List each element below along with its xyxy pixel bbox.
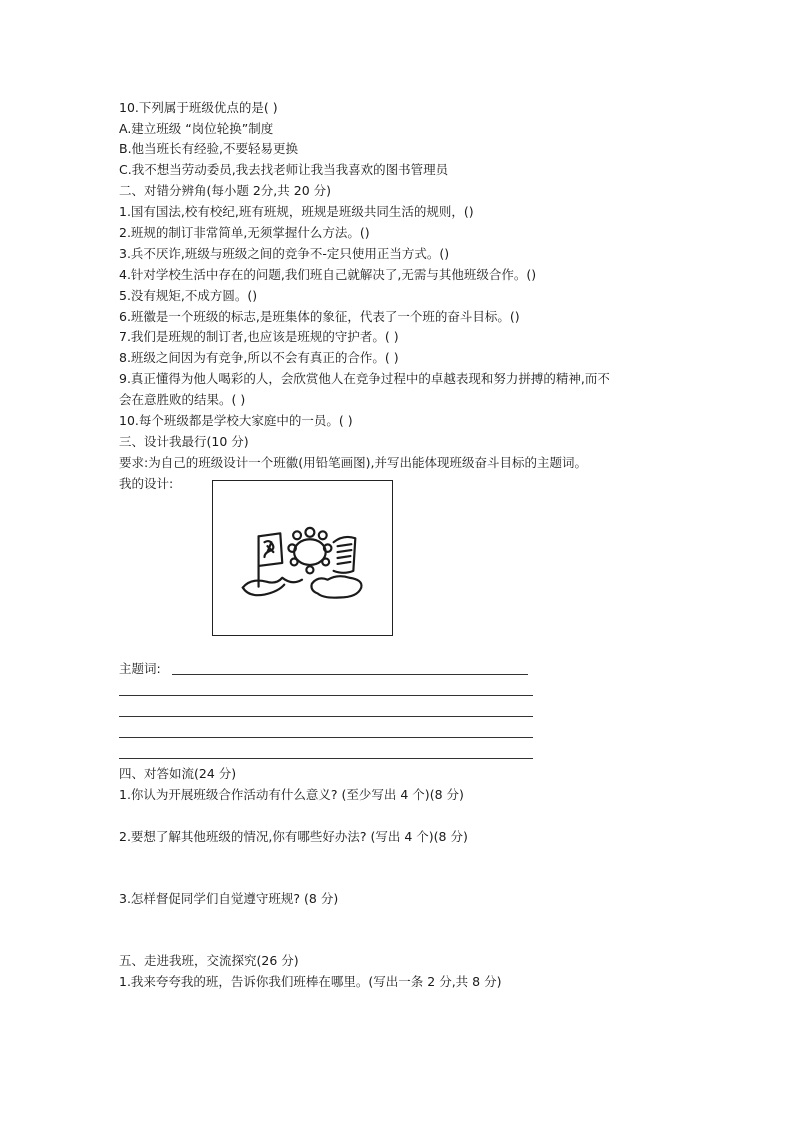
q10-question: 10.下列属于班级优点的是( ) [119,100,278,115]
section2-item: 7.我们是班规的制订者,也应该是班规的守护者。( ) [119,329,399,344]
answer-line[interactable] [119,758,533,759]
section2-item: 6.班徽是一个班级的标志,是班集体的象征，代表了一个班的奋斗目标。() [119,309,520,324]
answer-line[interactable] [119,737,533,738]
section3-heading: 三、设计我最行(10 分) [119,434,249,449]
answer-line[interactable] [119,695,533,696]
q10-option-c: C.我不想当劳动委员,我去找老师让我当我喜欢的图书管理员 [119,162,449,177]
section2-item: 5.没有规矩,不成方圆。() [119,288,258,303]
section2-item: 10.每个班级都是学校大家庭中的一员。( ) [119,413,353,428]
section2-item: 4.针对学校生活中存在的问题,我们班自己就解决了,无需与其他班级合作。() [119,267,537,282]
section5-question-1: 1.我来夸夸我的班，告诉你我们班棒在哪里。(写出一条 2 分,共 8 分) [119,974,502,989]
q10-option-a: A.建立班级 “岗位轮换”制度 [119,121,274,136]
section5-heading: 五、走进我班，交流探究(26 分) [119,953,299,968]
class-badge-sketch [213,481,392,635]
section2-item: 1.国有国法,校有校纪,班有班规，班规是班级共同生活的规则，() [119,204,474,219]
design-label: 我的设计: [119,476,174,491]
section2-item: 9.真正懂得为他人喝彩的人，会欣赏他人在竞争过程中的卓越表现和努力拼搏的精神,而不 [119,371,610,386]
section3-requirement: 要求:为自己的班级设计一个班徽(用铅笔画图),并写出能体现班级奋斗目标的主题词。 [119,455,587,470]
section2-item-continued: 会在意胜败的结果。( ) [119,392,246,407]
section2-item: 8.班级之间因为有竞争,所以不会有真正的合作。( ) [119,350,399,365]
badge-drawing-frame [212,480,393,636]
section2-heading: 二、对错分辨角(每小题 2分,共 20 分) [119,183,332,198]
theme-answer-line[interactable] [172,674,528,675]
section2-item: 2.班规的制订非常简单,无须掌握什么方法。() [119,225,370,240]
section4-question-1: 1.你认为开展班级合作活动有什么意义? (至少写出 4 个)(8 分) [119,787,464,802]
section4-question-2: 2.要想了解其他班级的情况,你有哪些好办法? (写出 4 个)(8 分) [119,829,468,844]
q10-option-b: B.他当班长有经验,不要轻易更换 [119,141,299,156]
answer-line[interactable] [119,716,533,717]
section2-item: 3.兵不厌诈,班级与班级之间的竞争不-定只使用正当方式。() [119,246,450,261]
section4-heading: 四、对答如流(24 分) [119,766,237,781]
theme-label: 主题词: [119,661,161,676]
section4-question-3: 3.怎样督促同学们自觉遵守班规? (8 分) [119,891,339,906]
